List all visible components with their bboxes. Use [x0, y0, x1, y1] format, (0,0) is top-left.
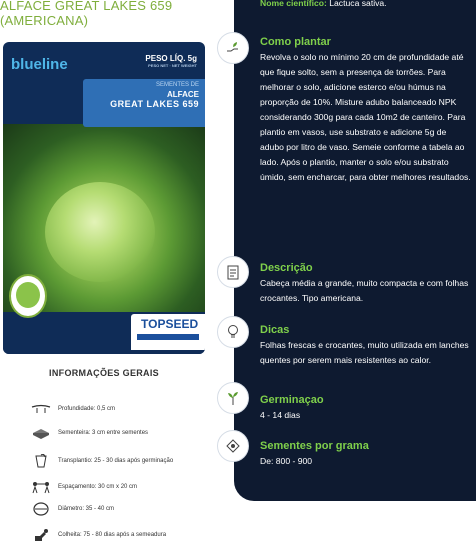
info-row-harvest: Colheita: 75 - 80 dias após a semeadura [30, 528, 166, 542]
quality-seal-icon [9, 274, 47, 318]
seed-packet-image [3, 42, 205, 354]
product-card [0, 36, 208, 538]
depth-icon [30, 402, 52, 416]
info-row-seedbed: Sementeira: 3 cm entre sementes [30, 426, 148, 440]
spacing-icon [30, 480, 52, 494]
scientific-name: Nome científico: Lactuca sativa. [260, 0, 387, 8]
product-title: ALFACE GREAT LAKES 659 (AMERICANA) [0, 0, 173, 28]
net-weight: PESO LÍQ. 5g PESO NET · NET WEIGHT [145, 54, 197, 68]
variety-label: SEMENTES DE ALFACE GREAT LAKES 659 [83, 79, 205, 127]
topseed-logo: TOPSEED [131, 314, 205, 350]
planting-hand-icon [217, 32, 249, 64]
lightbulb-icon [217, 316, 249, 348]
brand-logo: blueline [11, 56, 68, 73]
clipboard-icon [217, 256, 249, 288]
seed-scale-icon [217, 430, 249, 462]
info-row-diameter: Diâmetro: 35 - 40 cm [30, 502, 114, 516]
info-row-transplant: Transplantio: 25 - 30 dias após germinação [30, 454, 173, 468]
topseed-garden-band [137, 334, 199, 340]
diameter-icon [30, 502, 52, 516]
seedbed-icon [30, 426, 52, 440]
lettuce-head [45, 182, 155, 282]
sprout-icon [217, 382, 249, 414]
details-panel: Nome científico: Lactuca sativa. Como plantar Revolva o solo no mínimo 20 cm de profundidade até que fique solto, sem a presença de torrões. Para melhorar o solo, adicione esterco e/ou húmus na proporção de 10%. Misture adubo balanceado NPK considerando 300g para cada 10m2 de canteiro. Para plantio em vasos, use substrato e adicione 5g de adubo por litro de vaso. Semeie conforme a tabela ao lado. Após o plantio, manter o solo e/ou substrato úmido, sem encharcar, para obter melhores resultados. Descrição Cabeça média a grande, muito compacta e com folhas crocantes. Tipo americana. Dicas Folhas frescas e crocantes, muito utilizada em lanches quentes por serem mais resistentes ao calor. Germinaçao 4 - 14 dias Sementes por grama De: 800 - 900 [234, 0, 476, 501]
info-title: INFORMAÇÕES GERAIS [49, 368, 159, 378]
info-row-spacing: Espaçamento: 30 cm x 20 cm [30, 480, 137, 494]
info-row-depth: Profundidade: 0,5 cm [30, 402, 115, 416]
harvest-icon [30, 528, 52, 542]
transplant-icon [30, 454, 52, 468]
